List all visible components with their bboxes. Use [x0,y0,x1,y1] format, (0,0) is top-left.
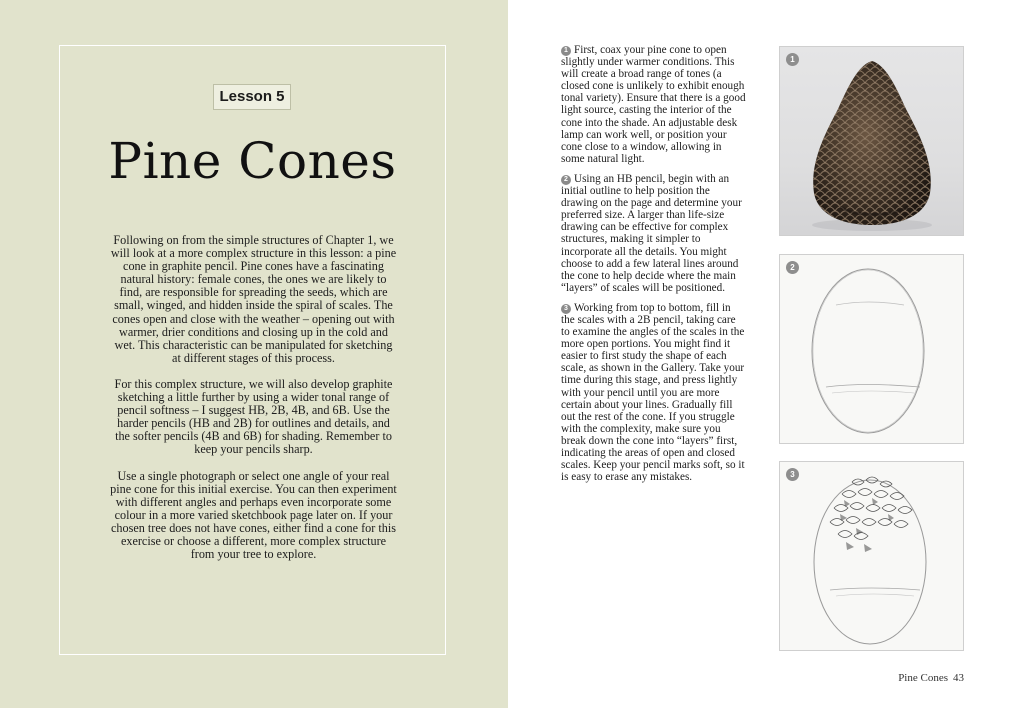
image-number-badge: 3 [786,468,799,481]
intro-paragraph: For this complex structure, we will also develop graphite sketching a little further by using a wider tonal range of pencil softness – I suggest HB, 2B, 4B, and 6B. Use the harder pencils (HB and 2B) for outlines and details, and the softer pencils (4B and 6B) for shading. Remember to keep your pencils sharp. [114,376,393,457]
intro-paragraph: Use a single photograph or select one angle of your real pine cone for this initial exercise. You can then experiment with different angles and perhaps even incorporate some colour in a more varied sketchbook page later on. If your chosen tree does not have cones, either find a cone for this exercise or choose a different, more complex structure from your tree to explore. [110,468,397,562]
image-number-badge: 1 [786,53,799,66]
running-footer-title: Pine Cones [898,672,948,684]
step-number-badge: 2 [561,175,571,185]
page-footer [880,672,964,684]
outline-sketch-illustration [780,255,964,444]
step-text: First, coax your pine cone to open slightly under warmer conditions. This will create a broad range of tones (a closed cone is unlikely to exhibit enough tonal variety). Ensure that there is a good light source, casting the interior of the cone into the shade. An adjustable desk lamp can work well, or position your cone close to a window, allowing in some natural light. [561,44,746,165]
outline-sketch [779,254,964,444]
step-text: Working from top to bottom, fill in the scales with a 2B pencil, taking care to examine the angles of the scales in the more open portions. You might find it easier to first study the shape of each scale, as shown in the Gallery. Take your time during this stage, and press lightly with your pencil until you are more certain about your lines. Gradually fill out the rest of the cone. If you struggle with the complexity, make sure you break down the cone into “layers” first, indicating the areas of open and closed scales. Keep your pencil marks soft, so it is easy to erase any mistakes. [561,301,745,484]
page-number: 43 [953,672,964,684]
step-number-badge: 3 [561,304,571,314]
lesson-badge: Lesson 5 [213,84,291,110]
step-1 [561,44,747,165]
intro-paragraph: Following on from the simple structures of Chapter 1, we will look at a more complex structure in this lesson: a pine cone in graphite pencil. Pine cones have a fascinating natural history: female cones, the ones we are likely to find, are responsible for spreading the seeds, which are small, winged, and hidden inside the spiral of scales. The cones open and close with the weather – opening out with warmer, drier conditions and closing up in the cold and wet. This characteristic can be manipulated for sketching at different stages of this process. [110,233,397,365]
intro-text [110,234,397,574]
step-text: Using an HB pencil, begin with an initial outline to help position the drawing on the page and determine your preferred size. A larger than life-size drawing can be effective for complex structures, making it simpler to incorporate all the details. You might choose to add a few lateral lines around the cone to help decide where the main “layers” of scales will be positioned. [561,172,742,294]
scales-sketch-illustration [780,462,964,651]
scales-sketch [779,461,964,651]
pine-cone-photo-illustration [780,47,964,236]
pine-cone-photo [779,46,964,236]
image-number-badge: 2 [786,261,799,274]
page-title: Pine Cones [108,132,397,190]
step-2 [561,173,747,294]
step-3 [561,302,747,483]
steps-column [561,44,747,491]
step-number-badge: 1 [561,46,571,56]
